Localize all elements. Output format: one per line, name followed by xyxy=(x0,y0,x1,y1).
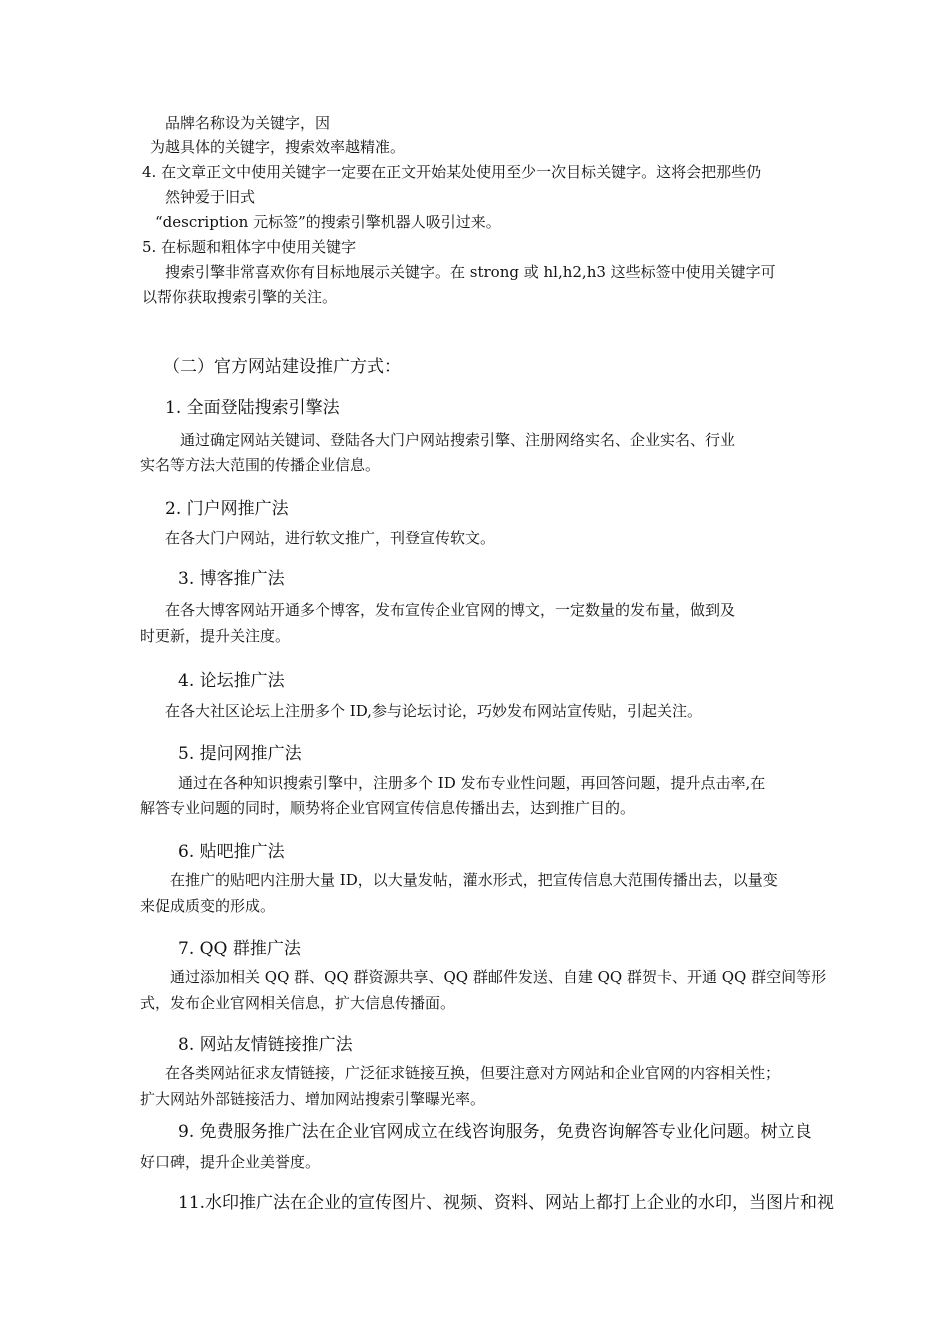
method-item: 11.水印推广法在企业的宣传图片、视频、资料、网站上都打上企业的水印，当图片和视 xyxy=(178,1193,835,1213)
method-body: 通过在各种知识搜索引擎中，注册多个 ID 发布专业性问题，再回答问题，提升点击率,在 xyxy=(178,774,766,792)
method-body: 在各类网站征求友情链接，广泛征求链接互换，但要注意对方网站和企业官网的内容相关性； xyxy=(165,1064,781,1082)
method-title: 1. 全面登陆搜索引擎法 xyxy=(165,398,340,418)
method-body: 扩大网站外部链接活力、增加网站搜索引擎曝光率。 xyxy=(140,1090,486,1108)
method-item: 9. 免费服务推广法在企业官网成立在线咨询服务，免费咨询解答专业化问题。树立良 xyxy=(178,1122,812,1142)
method-title: 3. 博客推广法 xyxy=(178,569,285,589)
method-body: 通过添加相关 QQ 群、QQ 群资源共享、QQ 群邮件发送、自建 QQ 群贺卡、开通 QQ 群空间等形 xyxy=(170,968,827,986)
method-body: 好口碑，提升企业美誉度。 xyxy=(140,1153,321,1171)
list-item: 5. 在标题和粗体字中使用关键字 xyxy=(142,238,357,256)
method-title: 7. QQ 群推广法 xyxy=(178,939,301,959)
text-line: 品牌名称设为关键字，因 xyxy=(165,114,331,132)
method-title: 8. 网站友情链接推广法 xyxy=(178,1035,353,1055)
method-title: 2. 门户网推广法 xyxy=(165,499,289,519)
method-body: 时更新，提升关注度。 xyxy=(140,627,291,645)
method-body: 通过确定网站关键词、登陆各大门户网站搜索引擎、注册网络实名、企业实名、行业 xyxy=(180,431,736,449)
method-body: 在各大门户网站，进行软文推广，刊登宣传软文。 xyxy=(165,529,496,547)
method-body: 解答专业问题的同时，顺势将企业官网宣传信息传播出去，达到推广目的。 xyxy=(140,799,636,817)
method-title: 4. 论坛推广法 xyxy=(178,671,285,691)
text-line: 以帮你获取搜索引擎的关注。 xyxy=(142,288,338,306)
text-line: 搜索引擎非常喜欢你有目标地展示关键字。在 strong 或 hl,h2,h3 这些标签中使用关键字可 xyxy=(165,263,776,281)
text-line: 然钟爱于旧式 xyxy=(165,188,256,206)
method-title: 5. 提问网推广法 xyxy=(178,744,302,764)
method-body: 在推广的贴吧内注册大量 ID，以大量发帖，灌水形式，把宣传信息大范围传播出去，以量变 xyxy=(170,871,778,889)
method-body: 实名等方法大范围的传播企业信息。 xyxy=(140,456,381,474)
text-line: “description 元标签”的搜索引擎机器人吸引过来。 xyxy=(155,213,501,231)
method-body: 式，发布企业官网相关信息，扩大信息传播面。 xyxy=(140,994,456,1012)
method-title: 6. 贴吧推广法 xyxy=(178,842,285,862)
text-line: 为越具体的关键字，搜索效率越精准。 xyxy=(150,138,406,156)
method-body: 在各大社区论坛上注册多个 ID,参与论坛讨论，巧妙发布网站宣传贴，引起关注。 xyxy=(165,702,702,720)
method-body: 来促成质变的形成。 xyxy=(140,897,276,915)
list-item: 4. 在文章正文中使用关键字一定要在正文开始某处使用至少一次目标关键字。这将会把那些仍 xyxy=(142,163,762,181)
section-title: （二）官方网站建设推广方式： xyxy=(163,357,401,377)
method-body: 在各大博客网站开通多个博客，发布宣传企业官网的博文，一定数量的发布量，做到及 xyxy=(165,601,736,619)
